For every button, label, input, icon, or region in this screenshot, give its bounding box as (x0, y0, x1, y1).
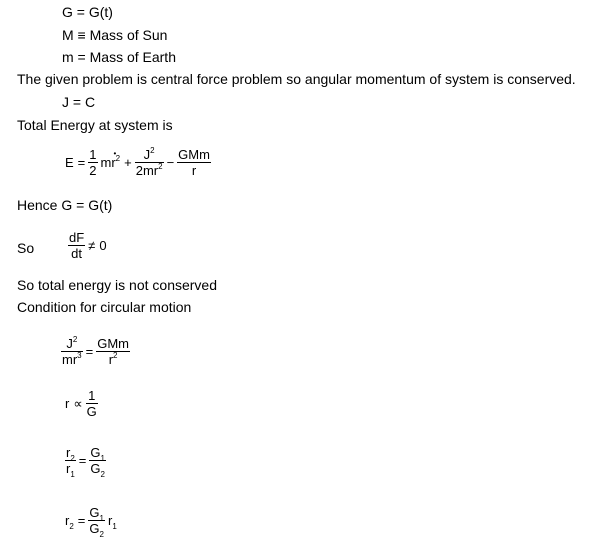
subscript: 1 (70, 470, 75, 479)
fraction-denominator (61, 352, 83, 366)
fraction-denominator (96, 352, 130, 366)
fraction-numerator (65, 446, 76, 461)
result-lhs (65, 513, 74, 531)
inverse-g-fraction (86, 389, 98, 418)
angular-term-fraction (135, 148, 164, 177)
tail-base: r (107, 513, 113, 528)
not-equal-sign: ≠ (88, 238, 96, 253)
kinetic-base: mr (100, 155, 116, 170)
numerator-base: G (89, 505, 100, 520)
circular-condition-label: Condition for circular motion (17, 299, 192, 315)
fraction-numerator: GMm (178, 147, 210, 162)
fraction-numerator: 1 (89, 147, 97, 162)
total-energy-label: Total Energy at system is (17, 117, 173, 133)
result-equation (63, 505, 119, 539)
not-conserved-statement: So total energy is not conserved (17, 277, 218, 293)
exponent: 2 (150, 146, 155, 155)
ratio-equation (64, 445, 107, 479)
fraction-denominator (89, 461, 106, 479)
subscript: 1 (100, 454, 105, 463)
exponent: 2 (158, 162, 163, 171)
minus-sign: − (166, 155, 175, 170)
fraction-denominator: G (86, 404, 97, 419)
equals-sign: = (77, 513, 86, 528)
numerator-base: G (90, 445, 101, 460)
exponent: 2 (115, 154, 121, 163)
exponent: 2 (72, 335, 78, 344)
fraction-denominator (88, 521, 105, 539)
hence-statement: Hence G = G(t) (17, 197, 113, 213)
g-ratio-fraction (89, 445, 106, 479)
subscript: 1 (99, 514, 104, 523)
denominator-base: G (89, 521, 100, 536)
plus-sign: + (124, 155, 132, 170)
g-ratio-fraction (88, 505, 105, 539)
fraction-denominator (65, 461, 76, 479)
fraction-numerator: GMm (97, 336, 129, 351)
equals-sign: = (77, 155, 86, 170)
zero-value: 0 (99, 238, 107, 253)
fraction-numerator (135, 148, 164, 163)
circular-equation (60, 337, 131, 366)
derivative-fraction (68, 231, 85, 260)
fraction-denominator: 2 (89, 163, 97, 178)
fraction-numerator (88, 506, 105, 521)
lhs-fraction (61, 337, 83, 366)
lhs-variable: r (65, 396, 70, 411)
fraction-denominator: dt (71, 246, 82, 261)
so-label: So (17, 240, 35, 256)
denominator-base: G (90, 461, 101, 476)
rhs-fraction (96, 337, 130, 366)
numerator-base: J (66, 336, 73, 351)
r-dot (100, 149, 117, 170)
result-tail (107, 513, 117, 531)
lhs-base: r (65, 513, 70, 528)
denominator-base: mr (62, 352, 78, 367)
kinetic-term (100, 149, 121, 170)
fraction-numerator: 1 (86, 389, 98, 404)
fraction-numerator (89, 446, 106, 461)
subscript: 2 (99, 530, 104, 539)
energy-lhs: E (65, 155, 74, 170)
equals-sign: = (85, 344, 94, 359)
half-fraction (88, 148, 97, 177)
proportional-equation (63, 389, 99, 418)
numerator-base: r (66, 445, 71, 460)
angular-momentum-constant: J = C (62, 94, 96, 110)
definition-earth-mass: m = Mass of Earth (62, 49, 176, 65)
fraction-denominator (135, 163, 164, 177)
denominator-base: 2mr (135, 163, 159, 178)
subscript: 2 (100, 470, 105, 479)
energy-equation (63, 148, 212, 177)
radius-ratio-fraction (65, 445, 76, 479)
definition-sun-mass: M ≡ Mass of Sun (62, 27, 168, 43)
subscript: 2 (69, 522, 74, 531)
subscript: 2 (70, 454, 75, 463)
denominator-base: r (66, 461, 71, 476)
gravity-term-fraction (177, 148, 211, 177)
fraction-numerator: dF (69, 230, 85, 245)
definition-g: G = G(t) (62, 4, 113, 20)
equals-sign: = (78, 453, 87, 468)
exponent: 2 (113, 351, 118, 360)
central-force-statement: The given problem is central force problem so angular momentum of system is conserved. (17, 71, 576, 87)
derivative-equation (67, 231, 109, 260)
time-derivative-dot: • (113, 149, 117, 158)
proportional-sign: ∝ (73, 396, 83, 411)
subscript: 1 (112, 522, 117, 531)
denominator-base: r (108, 352, 114, 367)
exponent: 3 (77, 351, 82, 360)
numerator-base: J (143, 147, 151, 162)
fraction-numerator (61, 337, 83, 352)
fraction-denominator: r (191, 163, 197, 178)
